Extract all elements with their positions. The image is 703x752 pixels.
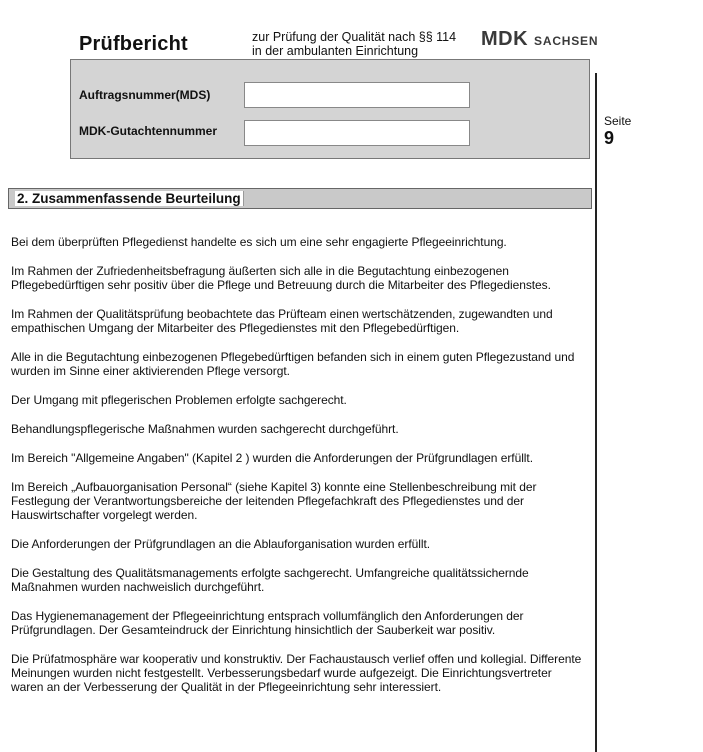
paragraph: Die Anforderungen der Prüfgrundlagen an die Ablauforganisation wurden erfüllt.	[11, 537, 431, 551]
paragraph: Im Rahmen der Zufriedenheitsbefragung äußerten sich alle in die Begutachtung einbezogenen Pflegebedürftigen sehr positiv über die Pflege und Betreuung durch die Mitarbeiter des Pflegedienstes.	[11, 264, 551, 292]
paragraph: Die Gestaltung des Qualitätsmanagements erfolgte sachgerecht. Umfangreiche qualitätssichernde Maßnahmen wurden nachweislich durchgeführt.	[11, 566, 529, 594]
report-subtitle	[252, 30, 472, 58]
mdk-logo	[481, 28, 598, 51]
expert-number-field[interactable]	[244, 120, 470, 146]
page-label: Seite	[604, 114, 632, 128]
report-title: Prüfbericht	[79, 33, 188, 55]
paragraph: Behandlungspflegerische Maßnahmen wurden sachgerecht durchgeführt.	[11, 422, 399, 436]
report-body	[11, 235, 586, 709]
paragraph: Im Rahmen der Qualitätsprüfung beobachtete das Prüfteam einen wertschätzenden, zugewandten und empathischen Umgang der Mitarbeiter des Pflegedienstes mit den Pflegebedürftigen.	[11, 307, 553, 335]
paragraph: Das Hygienemanagement der Pflegeeinrichtung entsprach vollumfänglich den Anforderungen der Prüfgrundlagen. Der Gesamteindruck der Einrichtung hinsichtlich der Sauberkeit war positiv.	[11, 609, 524, 637]
order-number-label: Auftragsnummer(MDS)	[79, 88, 211, 102]
order-number-field[interactable]	[244, 82, 470, 108]
paragraph: Der Umgang mit pflegerischen Problemen erfolgte sachgerecht.	[11, 393, 347, 407]
subtitle-line-1: zur Prüfung der Qualität nach §§ 114	[252, 30, 457, 44]
paragraph: Bei dem überprüften Pflegedienst handelte es sich um eine sehr engagierte Pflegeeinrichtung.	[11, 235, 507, 249]
section-header	[8, 188, 592, 209]
logo-main-text: MDK	[481, 28, 529, 50]
logo-sub-text: SACHSEN	[534, 34, 599, 48]
margin-divider	[595, 73, 597, 752]
paragraph: Im Bereich "Allgemeine Angaben" (Kapitel 2 ) wurden die Anforderungen der Prüfgrundlagen erfüllt.	[11, 451, 533, 465]
subtitle-line-2: in der ambulanten Einrichtung	[252, 44, 419, 58]
paragraph: Alle in die Begutachtung einbezogenen Pflegebedürftigen befanden sich in einem guten Pflegezustand und wurden im Sinne einer aktivierenden Pflege versorgt.	[11, 350, 575, 378]
page-number: 9	[604, 128, 615, 148]
paragraph: Die Prüfatmosphäre war kooperativ und konstruktiv. Der Fachaustausch verlief offen und kollegial. Differente Meinungen wurden nicht festgestellt. Verbesserungsbedarf wurde aufgezeigt. Die Einrichtungsvertreter waren an der Verbesserung der Qualität in der Pflegeeinrichtung sehr interessiert.	[11, 652, 582, 694]
identification-form	[70, 59, 590, 159]
paragraph: Im Bereich „Aufbauorganisation Personal“ (siehe Kapitel 3) konnte eine Stellenbeschreibung mit der Festlegung der Verantwortungsbereiche der leitenden Pflegefachkraft des Pflegedienstes und der Hauswirtschafter vorgelegt werden.	[11, 480, 537, 522]
section-title: 2. Zusammenfassende Beurteilung	[15, 191, 244, 206]
expert-number-label: MDK-Gutachtennummer	[79, 124, 218, 138]
